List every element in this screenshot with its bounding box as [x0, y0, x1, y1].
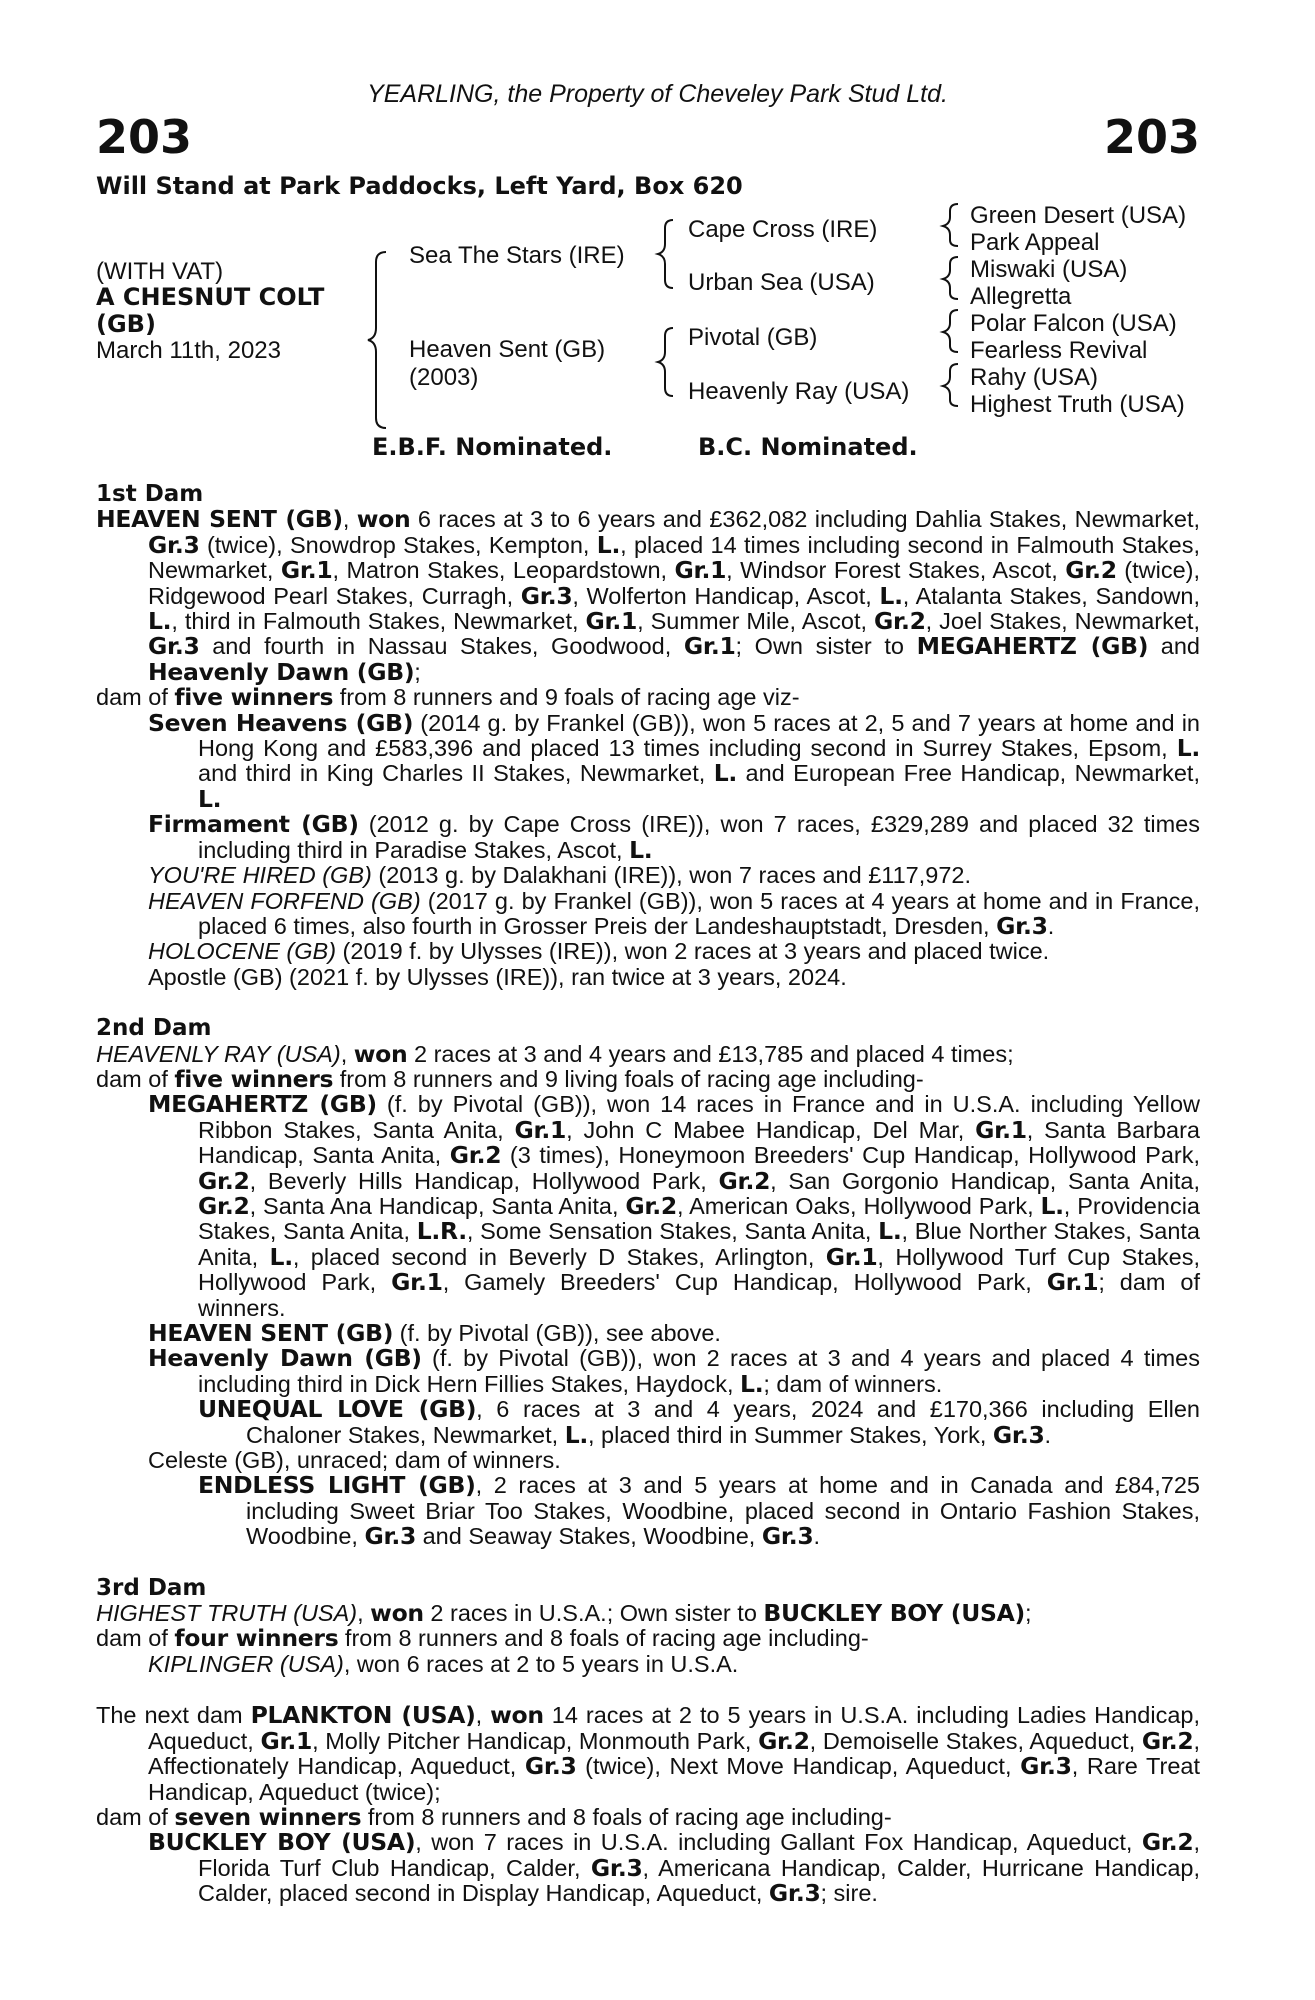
grade: L.R.: [416, 1217, 467, 1246]
text: ; dam of winners.: [198, 1269, 1200, 1321]
produce-name: Heavenly Dawn (GB): [148, 1344, 422, 1373]
text: , Gamely Breeders' Cup Handicap, Hollywood Park,: [442, 1269, 1047, 1296]
grade: Gr.3: [996, 911, 1048, 940]
text: from 8 runners and 9 living foals of racing age including-: [333, 1065, 924, 1092]
grade: L.: [879, 581, 903, 610]
produce-item: Celeste (GB), unraced; dam of winners.: [148, 1447, 561, 1474]
dam-name: Heaven Sent (GB): [409, 336, 606, 363]
text: ;: [414, 658, 421, 685]
text: (f. by Pivotal (GB)), see above.: [393, 1320, 721, 1346]
text: , Rare Treat Handicap, Aqueduct (twice);: [148, 1753, 1200, 1805]
text: , Demoiselle Stakes, Aqueduct,: [809, 1727, 1142, 1754]
text: , placed third in Summer Stakes, York,: [588, 1421, 993, 1448]
produce-name: HEAVEN FORFEND (GB): [148, 887, 421, 914]
text: , 6 races at 3 and 4 years, 2024 and £170,366 including Ellen Chaloner Stakes, Newmarket,: [246, 1396, 1201, 1448]
next-dam-record: The next dam PLANKTON (USA), won 14 races at 2 to 5 years in U.S.A. including Ladies Handicap, Aqueduct, Gr.1, Molly Pitcher Handicap, Monmouth Park, Gr.2, Demoiselle Stakes, Aqueduct, Gr.2, Affectionately Handicap, Aqueduct, Gr.3 (twice), Next Move Handicap, Aqueduct, Gr.3, Rare Treat Handicap, Aqueduct (twice);: [96, 1701, 1200, 1805]
text: , Wolferton Handicap, Ascot,: [572, 582, 880, 609]
brace-sd: [943, 257, 958, 299]
text: .: [813, 1523, 820, 1550]
brace-dam: [658, 328, 673, 396]
g4-4: Allegretta: [970, 283, 1072, 310]
grade: Gr.1: [585, 607, 638, 636]
g4-8: Highest Truth (USA): [970, 391, 1185, 418]
text: , placed second in Beverly D Stakes, Arlington,: [292, 1243, 826, 1270]
text: and: [1148, 633, 1200, 660]
grade: L.: [713, 759, 738, 788]
grade: L.: [269, 1242, 293, 1271]
text: , Hollywood Turf Cup Stakes, Hollywood Park,: [198, 1243, 1200, 1296]
first-dam-produce-summary: [96, 685, 1200, 710]
dam-sire: Pivotal (GB): [688, 324, 818, 351]
g4-1: Green Desert (USA): [970, 202, 1187, 229]
text: ; Own sister to: [735, 633, 917, 660]
dam-name: HEAVENLY RAY (USA): [96, 1040, 341, 1067]
grade: Gr.2: [1065, 556, 1117, 585]
grade: Gr.2: [1141, 1726, 1194, 1755]
grade: Gr.3: [992, 1420, 1045, 1449]
text: , Santa Ana Handicap, Santa Anita,: [249, 1192, 626, 1219]
produce-item: [198, 1397, 1200, 1448]
brace-ss: [943, 204, 958, 246]
horse-name: A CHESNUT COLT: [96, 283, 325, 311]
text: (2012 g. by Cape Cross (IRE)), won 7 races, £329,289 and placed 32 times including third in Paradise Stakes, Ascot,: [198, 811, 1201, 863]
grade: Gr.3: [148, 632, 200, 661]
text: 14 races at 2 to 5 years in U.S.A. including Ladies Handicap, Aqueduct,: [148, 1702, 1200, 1754]
produce-item: [148, 939, 1200, 964]
text: (f. by Pivotal (GB)), won 14 races in France and in U.S.A. including Yellow Ribbon Stakes, Santa Anita,: [198, 1091, 1200, 1143]
text: , Beverly Hills Handicap, Hollywood Park,: [249, 1167, 719, 1194]
grade: Gr.1: [975, 1115, 1027, 1144]
dam-name: HIGHEST TRUTH (USA): [96, 1600, 358, 1627]
produce-item: [148, 1652, 1200, 1677]
sister-name: BUCKLEY BOY (USA): [763, 1599, 1025, 1628]
grade: Gr.3: [768, 1879, 821, 1908]
dam-year: (2003): [409, 364, 479, 391]
brace-main: [368, 252, 386, 428]
text: , Americana Handicap, Calder, Hurricane Handicap, Calder, placed second in Display Handicap, Aqueduct,: [198, 1854, 1200, 1907]
winners-count: five winners: [174, 683, 334, 712]
text: ;: [1024, 1600, 1032, 1627]
sister-name: MEGAHERTZ (GB): [916, 632, 1149, 661]
grade: L.: [740, 1369, 764, 1398]
text: from 8 runners and 8 foals of racing age including-: [361, 1803, 892, 1830]
text: dam of: [96, 1803, 175, 1830]
produce-name: UNEQUAL LOVE (GB): [198, 1395, 477, 1424]
produce-item: [148, 863, 1200, 888]
produce-name: BUCKLEY BOY (USA): [148, 1828, 416, 1857]
text: ; sire.: [820, 1880, 878, 1907]
text: (3 times), Honeymoon Breeders' Cup Handicap, Hollywood Park,: [501, 1142, 1200, 1169]
text: , placed 14 times including second in Falmouth Stakes, Newmarket,: [148, 531, 1200, 584]
produce-name: HOLOCENE (GB): [148, 938, 337, 965]
text: (twice), Snowdrop Stakes, Kempton,: [199, 531, 597, 558]
grade: L.: [1176, 734, 1200, 763]
text: (twice), Next Move Handicap, Aqueduct,: [576, 1753, 1021, 1780]
text: (2019 f. by Ulysses (IRE)), won 2 races at 3 years and placed twice.: [336, 938, 1050, 965]
won-label: won: [370, 1599, 424, 1628]
text: , Atalanta Stakes, Sandown,: [902, 582, 1200, 609]
produce-name: KIPLINGER (USA): [148, 1650, 344, 1677]
grade: Gr.2: [625, 1191, 677, 1220]
grade: Gr.1: [391, 1268, 443, 1297]
text: dam of: [96, 684, 175, 711]
sire-dam: Urban Sea (USA): [688, 269, 875, 296]
text: and third in King Charles II Stakes, Newmarket,: [198, 760, 714, 787]
g4-5: Polar Falcon (USA): [970, 310, 1177, 337]
text: 6 races at 3 to 6 years and £362,082 including Dahlia Stakes, Newmarket,: [410, 506, 1200, 533]
third-dam-heading: 3rd Dam: [96, 1574, 207, 1601]
text: .: [1047, 912, 1055, 939]
text: , Providencia Stakes, Santa Anita,: [198, 1192, 1200, 1245]
text: , American Oaks, Hollywood Park,: [676, 1192, 1041, 1219]
won-label: won: [356, 505, 411, 534]
grade: Gr.2: [198, 1166, 250, 1195]
text: and European Free Handicap, Newmarket,: [737, 760, 1200, 787]
grade: Gr.1: [674, 556, 727, 585]
second-dam-record: HEAVENLY RAY (USA), won 2 races at 3 and 4 years and £13,785 and placed 4 times;: [96, 1039, 1014, 1068]
sire-name: Sea The Stars (IRE): [409, 242, 625, 269]
lot-number-left: 203: [96, 110, 193, 164]
date-of-birth: March 11th, 2023: [96, 337, 282, 364]
text: , Molly Pitcher Handicap, Monmouth Park,: [312, 1727, 759, 1754]
grade: L.: [564, 1420, 588, 1449]
text: (2014 g. by Frankel (GB)), won 5 races at 2, 5 and 7 years at home and in Hong Kong and £583,396 and placed 13 times including second in Surrey Stakes, Epsom,: [198, 709, 1200, 762]
text: , Windsor Forest Stakes, Ascot,: [726, 557, 1066, 584]
winners-count: five winners: [174, 1064, 334, 1093]
grade: Gr.1: [1046, 1268, 1099, 1297]
grade: Gr.3: [364, 1522, 417, 1551]
grade: Gr.2: [1141, 1828, 1194, 1857]
vat-note: (WITH VAT): [96, 258, 224, 285]
won-label: won: [353, 1039, 408, 1068]
text: , Joel Stakes, Newmarket,: [925, 608, 1200, 635]
grade: Gr.1: [260, 1726, 313, 1755]
g4-2: Park Appeal: [970, 229, 1100, 256]
first-dam-record: HEAVEN SENT (GB), won 6 races at 3 to 6 years and £362,082 including Dahlia Stakes, Newmarket, Gr.3 (twice), Snowdrop Stakes, Kempton, L., placed 14 times including second in Falmouth Stakes, Newmarket, Gr.1, Matron Stakes, Leopardstown, Gr.1, Windsor Forest Stakes, Ascot, Gr.2 (twice), Ridgewood Pearl Stakes, Curragh, Gr.3, Wolferton Handicap, Ascot, L., Atalanta Stakes, Sandown, L., third in Falmouth Stakes, Newmarket, Gr.1, Summer Mile, Ascot, Gr.2, Joel Stakes, Newmarket, Gr.3 and fourth in Nassau Stakes, Goodwood, Gr.1; Own sister to MEGAHERTZ (GB) and Heavenly Dawn (GB);: [96, 505, 1201, 686]
dam-dam: Heavenly Ray (USA): [688, 378, 910, 405]
grade: Gr.1: [825, 1242, 878, 1271]
produce-name: MEGAHERTZ (GB): [148, 1090, 377, 1119]
text: (2013 g. by Dalakhani (IRE)), won 7 races and £117,972.: [371, 862, 972, 889]
winners-count: four winners: [174, 1624, 339, 1653]
grade: L.: [878, 1217, 902, 1246]
grade: Gr.3: [520, 581, 573, 610]
produce-item: [148, 889, 1200, 940]
lot-number-right: 203: [1103, 110, 1200, 164]
produce-name: Firmament (GB): [148, 810, 359, 839]
text: , Florida Turf Club Handicap, Calder,: [198, 1829, 1200, 1881]
text: and Seaway Stakes, Woodbine,: [416, 1523, 762, 1550]
produce-item: [148, 812, 1200, 863]
text: , Summer Mile, Ascot,: [637, 608, 875, 635]
brace-sire: [658, 220, 673, 288]
second-dam-produce-summary: [96, 1064, 1200, 1093]
text: , Blue Norther Stakes, Santa Anita,: [198, 1218, 1200, 1270]
next-dam-produce-summary: [96, 1802, 1200, 1831]
text: and fourth in Nassau Stakes, Goodwood,: [199, 633, 684, 660]
dam-name: HEAVEN SENT (GB): [96, 505, 343, 534]
brace-ds: [943, 310, 958, 352]
produce-name: ENDLESS LIGHT (GB): [198, 1471, 476, 1500]
produce-item: [148, 1830, 1200, 1906]
text: (twice), Ridgewood Pearl Stakes, Curragh,: [148, 557, 1201, 609]
text: , San Gorgonio Handicap, Santa Anita,: [770, 1167, 1200, 1194]
grade: L.: [1040, 1191, 1064, 1220]
grade: Gr.2: [874, 607, 926, 636]
produce-item: [148, 1346, 1200, 1397]
horse-name-suffix: (GB): [96, 310, 156, 338]
won-label: won: [490, 1701, 544, 1730]
sire-sire: Cape Cross (IRE): [688, 216, 878, 243]
text: The next dam: [96, 1702, 251, 1729]
first-dam-heading: 1st Dam: [96, 481, 204, 507]
third-dam-record: HIGHEST TRUTH (USA), won 2 races in U.S.A.; Own sister to BUCKLEY BOY (USA);: [96, 1599, 1032, 1628]
catalogue-body: [96, 482, 1200, 1907]
text: dam of: [96, 1625, 175, 1652]
produce-item: [148, 708, 1200, 813]
text: 2 races in U.S.A.; Own sister to: [423, 1600, 764, 1627]
brace-dd: [943, 364, 958, 406]
text: , third in Falmouth Stakes, Newmarket,: [171, 608, 586, 635]
text: ; dam of winners.: [763, 1370, 943, 1397]
grade: Gr.3: [148, 530, 200, 559]
produce-item: [198, 1473, 1200, 1549]
produce-name: Seven Heavens (GB): [148, 708, 414, 737]
text: , won 6 races at 2 to 5 years in U.S.A.: [343, 1650, 739, 1677]
g4-6: Fearless Revival: [970, 337, 1148, 364]
produce-item: [148, 1092, 1200, 1321]
sister-name: Heavenly Dawn (GB): [148, 657, 415, 686]
property-heading: YEARLING, the Property of Cheveley Park Stud Ltd.: [367, 80, 948, 108]
winners-count: seven winners: [174, 1802, 362, 1831]
bc-nominated: B.C. Nominated.: [698, 433, 918, 461]
text: from 8 runners and 9 foals of racing age viz-: [333, 684, 800, 711]
g4-3: Miswaki (USA): [970, 256, 1128, 283]
grade: L.: [148, 607, 172, 636]
text: .: [1044, 1421, 1052, 1448]
text: , John C Mabee Handicap, Del Mar,: [566, 1116, 976, 1143]
text: , Santa Barbara Handicap, Santa Anita,: [198, 1116, 1200, 1169]
produce-name: YOU'RE HIRED (GB): [148, 862, 372, 889]
grade: L.: [596, 530, 621, 559]
grade: Gr.3: [1020, 1752, 1072, 1781]
grade: Gr.3: [761, 1522, 814, 1551]
produce-item: [148, 1321, 1200, 1346]
text: 2 races at 3 and 4 years and £13,785 and placed 4 times;: [407, 1040, 1014, 1067]
text: , Some Sensation Stakes, Santa Anita,: [466, 1218, 879, 1245]
grade: Gr.2: [449, 1141, 502, 1170]
third-dam-produce-summary: [96, 1626, 1200, 1651]
grade: Gr.1: [280, 556, 333, 585]
text: , Affectionately Handicap, Aqueduct,: [148, 1727, 1200, 1780]
grade: Gr.2: [198, 1191, 250, 1220]
grade: Gr.1: [514, 1115, 567, 1144]
grade: Gr.3: [524, 1752, 577, 1781]
text: (2017 g. by Frankel (GB)), won 5 races at 4 years at home and in France, placed 6 times, also fourth in Grosser Preis der Landeshauptstadt, Dresden,: [198, 887, 1200, 939]
produce-name: HEAVEN SENT (GB): [148, 1319, 394, 1347]
dam-name: PLANKTON (USA): [250, 1701, 476, 1730]
grade: Gr.2: [758, 1726, 810, 1755]
text: dam of: [96, 1065, 175, 1092]
grade: L.: [198, 784, 222, 813]
produce-item: Apostle (GB) (2021 f. by Ulysses (IRE)), ran twice at 3 years, 2024.: [148, 963, 847, 990]
text: (f. by Pivotal (GB)), won 2 races at 3 and 4 years and placed 4 times including third in Dick Hern Fillies Stakes, Haydock,: [198, 1345, 1200, 1397]
ebf-nominated: E.B.F. Nominated.: [372, 433, 613, 461]
text: from 8 runners and 8 foals of racing age including-: [338, 1625, 869, 1652]
text: , 2 races at 3 and 5 years at home and in Canada and £84,725 including Sweet Briar Too Stakes, Woodbine, placed second in Ontario Fashion Stakes, Woodbine,: [246, 1472, 1200, 1550]
text: , won 7 races in U.S.A. including Gallant Fox Handicap, Aqueduct,: [415, 1829, 1142, 1856]
grade: L.: [629, 835, 653, 864]
stand-location: Will Stand at Park Paddocks, Left Yard, Box 620: [96, 172, 743, 200]
text: , Matron Stakes, Leopardstown,: [332, 557, 675, 584]
grade: Gr.3: [590, 1853, 643, 1882]
grade: Gr.1: [683, 632, 736, 661]
grade: Gr.2: [718, 1166, 771, 1195]
second-dam-heading: 2nd Dam: [96, 1015, 212, 1042]
g4-7: Rahy (USA): [970, 364, 1099, 391]
